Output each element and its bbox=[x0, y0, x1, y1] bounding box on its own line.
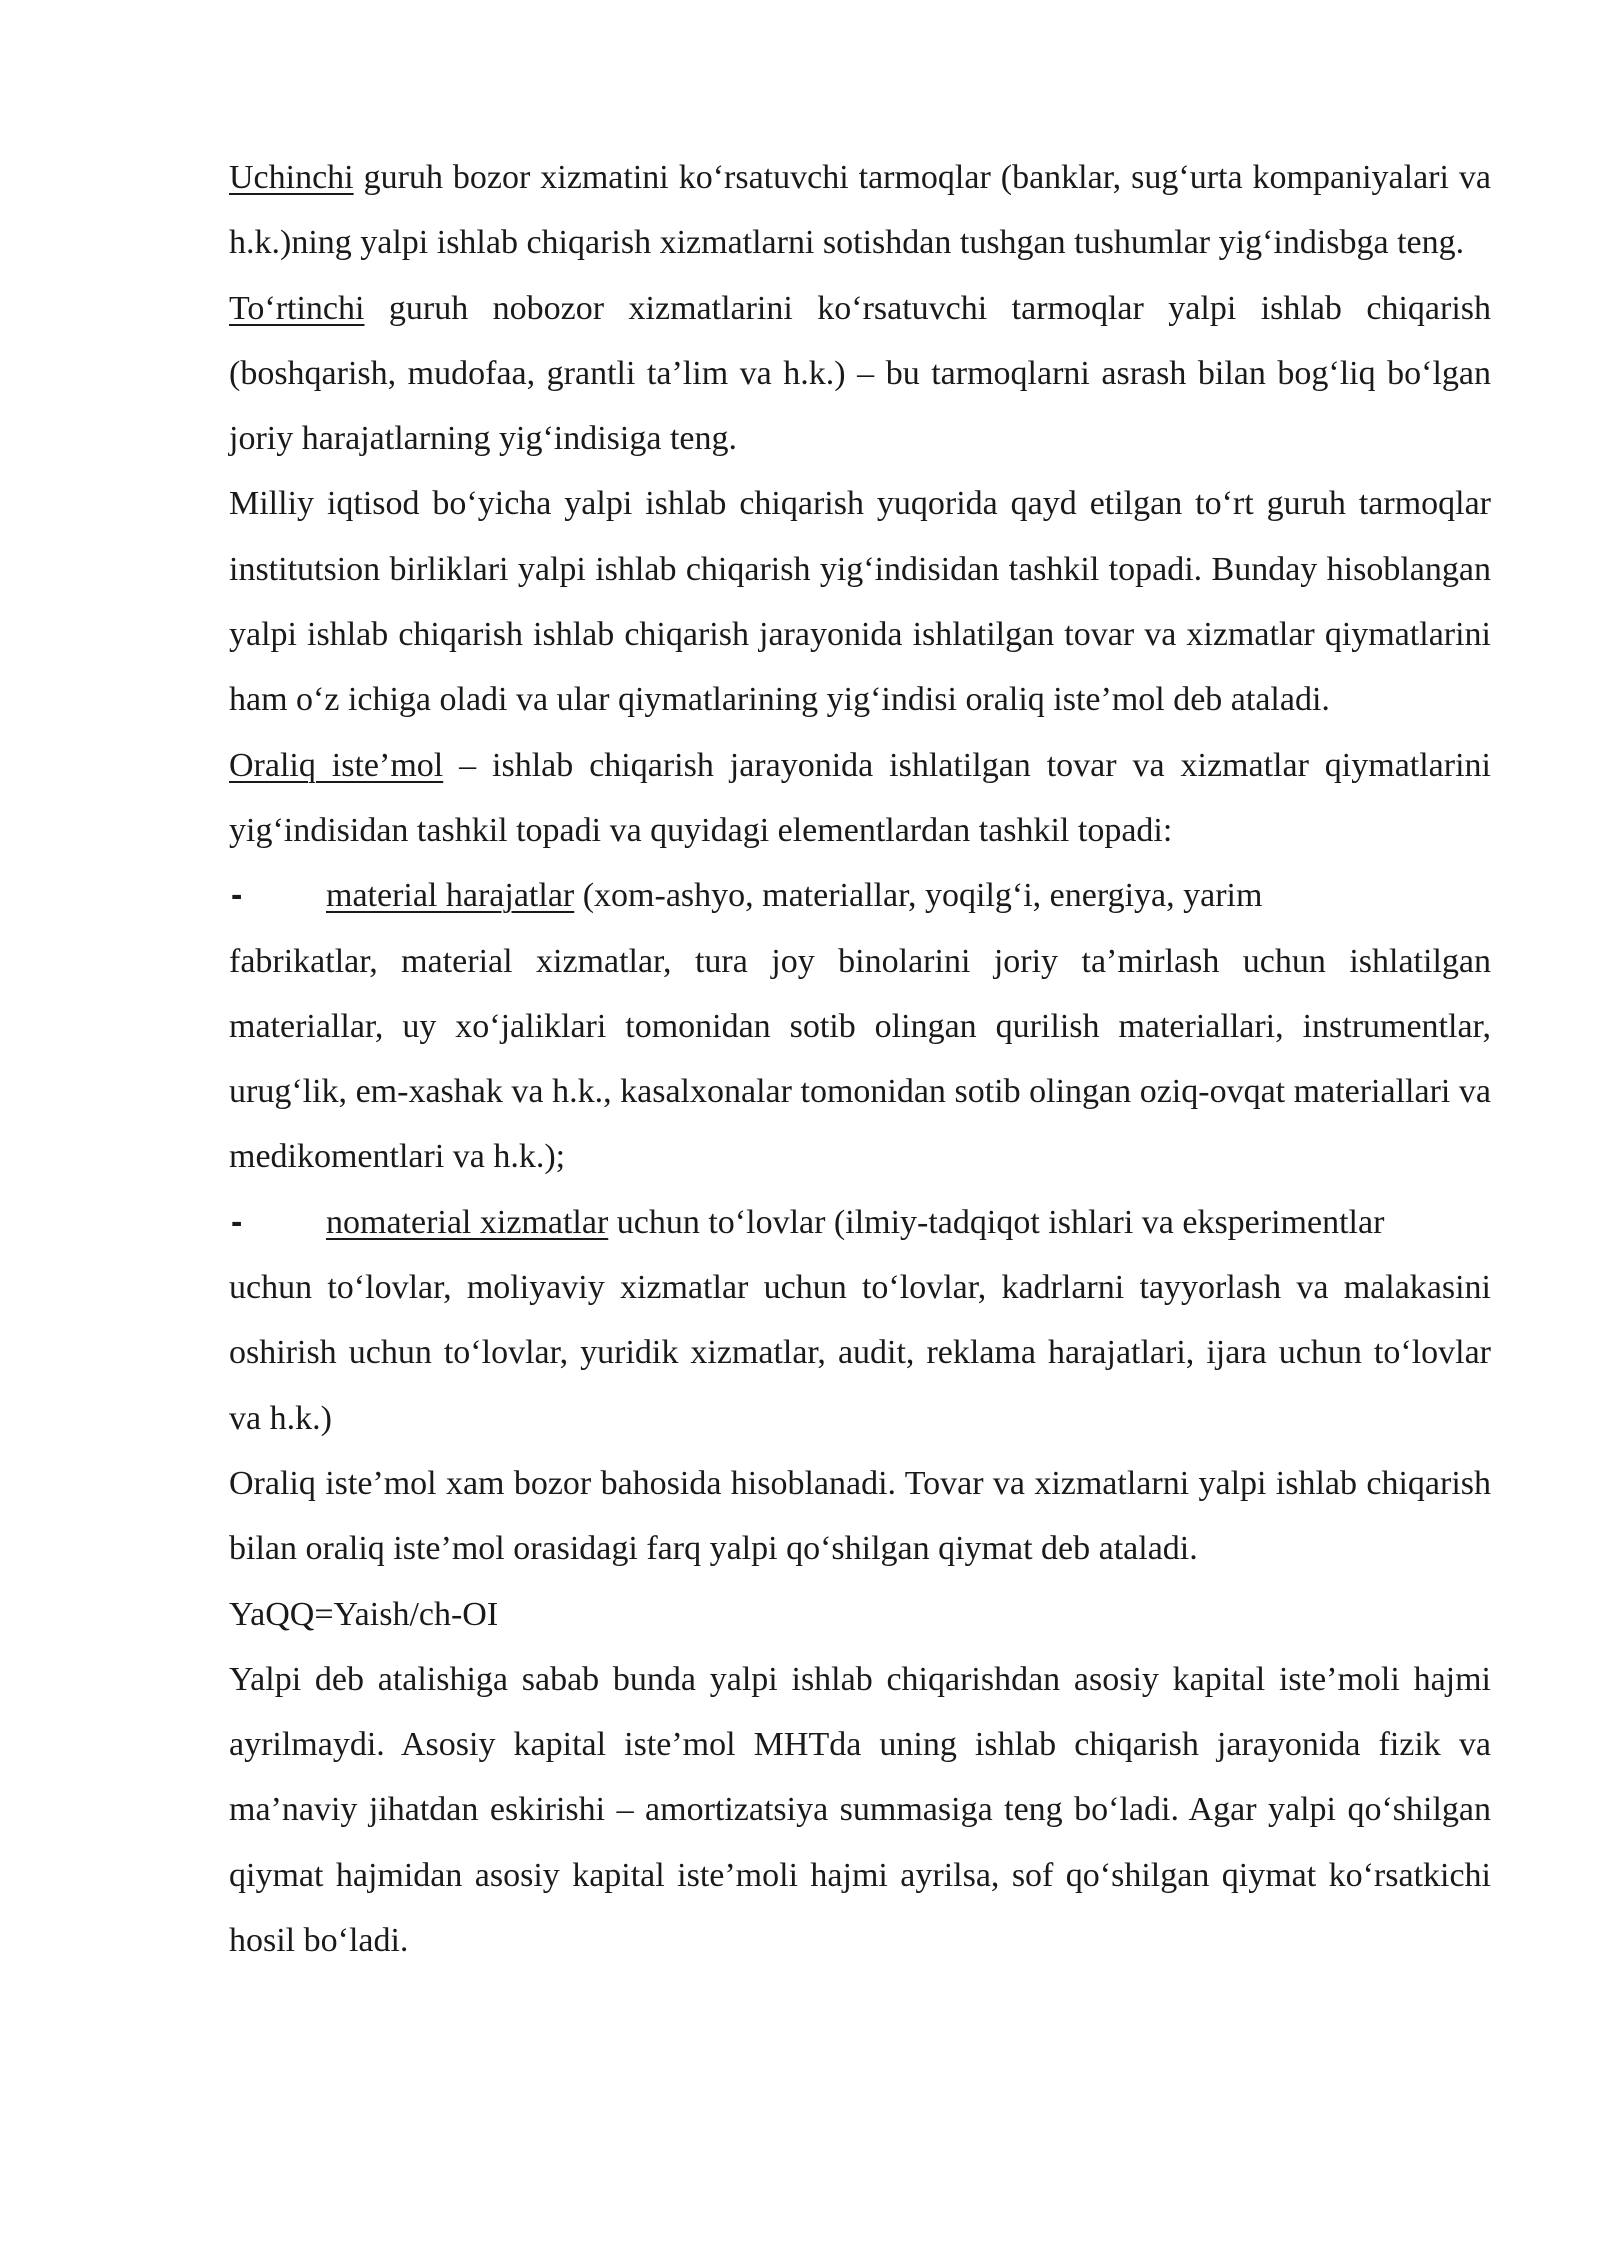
list-item-text: (xom-ashyo, materiallar, yoqilg‘i, energiya, yarim bbox=[574, 877, 1263, 915]
paragraph-market-price: Oraliq iste’mol xam bozor bahosida hisoblanadi. Tovar va xizmatlarni yalpi ishlab chiqarish bilan oraliq iste’mol orasidagi farq yalpi qo‘shilgan qiymat deb ataladi. bbox=[229, 1464, 1491, 1568]
list-dash: - bbox=[231, 876, 243, 915]
list-item bbox=[229, 1190, 1491, 1451]
term-tortinchi: To‘rtinchi bbox=[229, 289, 365, 327]
list-item-continuation: fabrikatlar, material xizmatlar, tura joy binolarini joriy ta’mirlash uchun ishlatilgan materiallar, uy xo‘jaliklari tomonidan sotib olingan qurilish materiallari, instrumentlar, urug‘lik, em-xashak va h.k., kasalxonalar tomonidan sotib olingan oziq-ovqat materiallari va medikomentlari va h.k.); bbox=[229, 942, 1491, 1176]
list-item-text: uchun to‘lovlar (ilmiy-tadqiqot ishlari va eksperimentlar bbox=[608, 1203, 1385, 1241]
document-page bbox=[229, 145, 1491, 1973]
paragraph-fourth-group bbox=[229, 276, 1491, 472]
formula: YaQQ=Yaish/ch-OI bbox=[229, 1595, 499, 1633]
paragraph-text: guruh nobozor xizmatlarini ko‘rsatuvchi tarmoqlar yalpi ishlab chiqarish (boshqarish, mudofaa, grantli ta’lim va h.k.) – bu tarmoqlarni asrash bilan bog‘liq bo‘lgan joriy harajatlarning yig‘indisiga teng. bbox=[229, 289, 1491, 458]
term-oraliq-istemol: Oraliq iste’mol bbox=[229, 746, 444, 784]
paragraph-intermediate-consumption bbox=[229, 733, 1491, 864]
list-item-continuation: uchun to‘lovlar, moliyaviy xizmatlar uchun to‘lovlar, kadrlarni tayyorlash va malakasini oshirish uchun to‘lovlar, yuridik xizmatlar, audit, reklama harajatlari, ijara uchun to‘lovlar va h.k.) bbox=[229, 1269, 1491, 1437]
paragraph-text: – ishlab chiqarish jarayonida ishlatilgan tovar va xizmatlar qiymatlarini yig‘indisidan tashkil topadi va quyidagi elementlardan tashkil topadi: bbox=[229, 746, 1491, 849]
paragraph-text: guruh bozor xizmatini ko‘rsatuvchi tarmoqlar (banklar, sug‘urta kompaniyalari va h.k.)ning yalpi ishlab chiqarish xizmatlarni sotishdan tushgan tushumlar yig‘indisbga teng. bbox=[229, 159, 1491, 262]
term-uchinchi: Uchinchi bbox=[229, 159, 354, 196]
list-item bbox=[229, 863, 1491, 1189]
term-nomaterial-xizmatlar: nomaterial xizmatlar bbox=[326, 1203, 609, 1241]
list-dash: - bbox=[231, 1202, 243, 1241]
paragraph-national-output: Milliy iqtisod bo‘yicha yalpi ishlab chiqarish yuqorida qayd etilgan to‘rt guruh tarmoqlar institutsion birliklari yalpi ishlab chiqarish yig‘indisidan tashkil topadi. Bunday hisoblangan yalpi ishlab chiqarish ishlab chiqarish jarayonida ishlatilgan tovar va xizmatlar qiymatlarini ham o‘z ichiga oladi va ular qiymatlarining yig‘indisi oraliq iste’mol deb ataladi. bbox=[229, 485, 1491, 719]
list-item-first-line bbox=[229, 863, 1491, 928]
paragraph-third-group bbox=[229, 145, 1491, 276]
term-material-harajatlar: material harajatlar bbox=[326, 877, 575, 915]
paragraph-gross-explanation: Yalpi deb atalishiga sabab bunda yalpi ishlab chiqarishdan asosiy kapital iste’moli hajmi ayrilmaydi. Asosiy kapital iste’mol MHTda uning ishlab chiqarish jarayonida fizik va ma’naviy jihatdan eskirishi – amortizatsiya summasiga teng bo‘ladi. Agar yalpi qo‘shilgan qiymat hajmidan asosiy kapital iste’moli hajmi ayrilsa, sof qo‘shilgan qiymat ko‘rsatkichi hosil bo‘ladi. bbox=[229, 1660, 1491, 1960]
list-item-first-line bbox=[229, 1190, 1501, 1255]
